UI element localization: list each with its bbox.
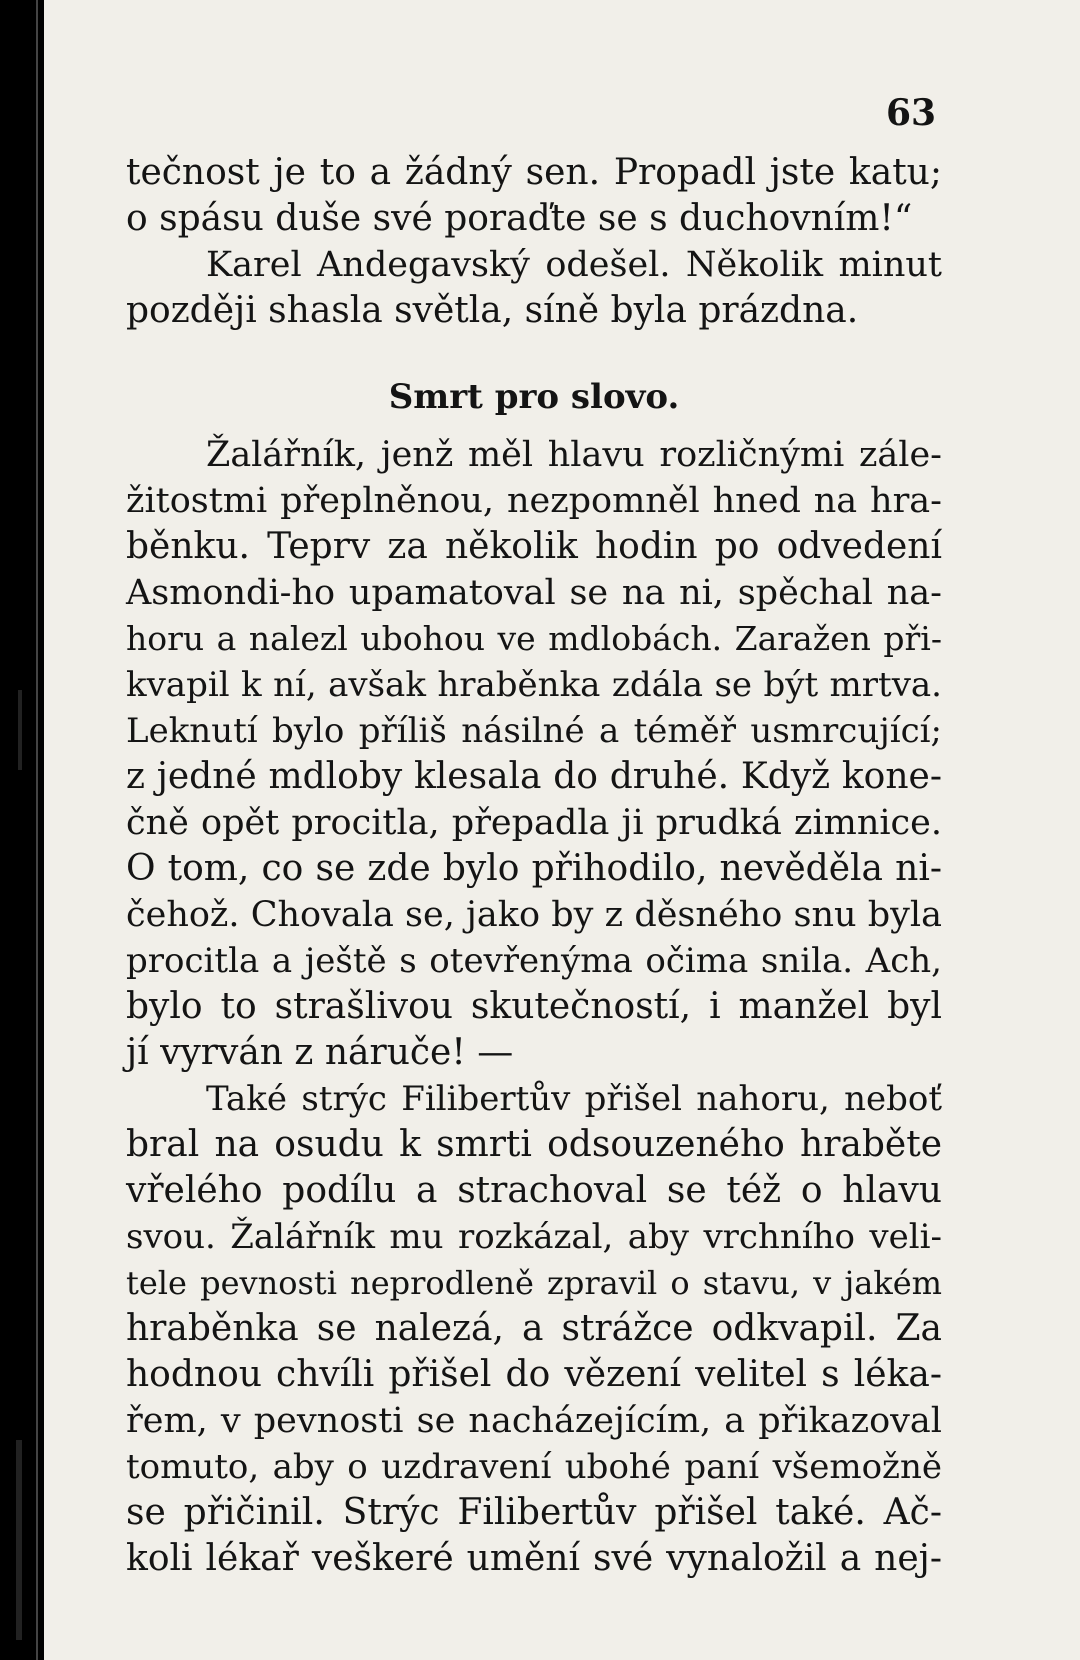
paragraph-4 xyxy=(126,1076,942,1582)
text-line: Žalářník, jenž měl hlavu rozličnými zále- xyxy=(206,435,942,475)
text-line: o spásu duše své poraďte se s duchovním!“ xyxy=(126,198,913,239)
book-page xyxy=(44,0,1080,1660)
text-line: koli lékař veškeré umění své vynaložil a nej- xyxy=(126,1538,942,1579)
text-line: žitostmi přeplněnou, nezpomněl hned na hra- xyxy=(126,481,942,521)
text-line: později shasla světla, síně byla prázdna. xyxy=(126,290,859,331)
text-line: bral na osudu k smrti odsouzeného hraběte xyxy=(126,1124,942,1165)
page-edge-rule xyxy=(36,0,38,1660)
section-heading: Smrt pro slovo. xyxy=(388,377,680,417)
paragraph-1 xyxy=(126,150,942,242)
text-line: Leknutí bylo příliš násilné a téměř usmrcující; xyxy=(126,711,942,751)
text-line: tomuto, aby o uzdravení ubohé paní všemožně xyxy=(126,1447,942,1487)
paragraph-2 xyxy=(126,242,942,334)
binding-mark-lower xyxy=(16,1440,22,1640)
text-line: hraběnka se nalezá, a strážce odkvapil. Za xyxy=(126,1308,942,1349)
text-line: čehož. Chovala se, jako by z děsného snu byla xyxy=(126,895,942,935)
text-line: horu a nalezl ubohou ve mdlobách. Zaražen při- xyxy=(126,619,942,658)
text-line: hodnou chvíli přišel do vězení velitel s léka- xyxy=(126,1354,942,1395)
text-line: O tom, co se zde bylo přihodilo, nevěděla ni- xyxy=(126,848,942,889)
text-line: řem, v pevnosti se nacházejícím, a přikazoval xyxy=(126,1401,942,1441)
text-line: jí vyrván z náruče! — xyxy=(126,1032,514,1073)
text-line: procitla a ještě s otevřenýma očima snila. Ach, xyxy=(126,941,942,981)
text-line: běnku. Teprv za několik hodin po odvedení xyxy=(126,526,942,567)
text-line: Asmondi-ho upamatoval se na ni, spěchal na- xyxy=(126,573,942,613)
text-line: svou. Žalářník mu rozkázal, aby vrchního veli- xyxy=(126,1217,942,1257)
text-line: čně opět procitla, přepadla ji prudká zimnice. xyxy=(126,803,942,843)
text-line: tečnost je to a žádný sen. Propadl jste katu; xyxy=(126,152,942,193)
text-line: Karel Andegavský odešel. Několik minut xyxy=(206,245,942,285)
page-number: 63 xyxy=(886,92,937,134)
paragraph-3 xyxy=(126,432,942,1076)
text-line: z jedné mdloby klesala do druhé. Když kone- xyxy=(126,756,942,797)
binding-mark xyxy=(18,690,22,770)
text-line: kvapil k ní, avšak hraběnka zdála se být mrtva. xyxy=(126,665,942,705)
text-line: Také strýc Filibertův přišel nahoru, neboť xyxy=(206,1079,942,1119)
page-text xyxy=(126,150,942,1582)
text-line: vřelého podílu a strachoval se též o hlavu xyxy=(126,1170,942,1211)
text-line: bylo to strašlivou skutečností, i manžel byl xyxy=(126,986,942,1027)
text-line: tele pevnosti neprodleně zpravil o stavu, v jakém xyxy=(126,1264,942,1302)
text-line: se přičinil. Strýc Filibertův přišel také. Ač- xyxy=(126,1492,942,1533)
